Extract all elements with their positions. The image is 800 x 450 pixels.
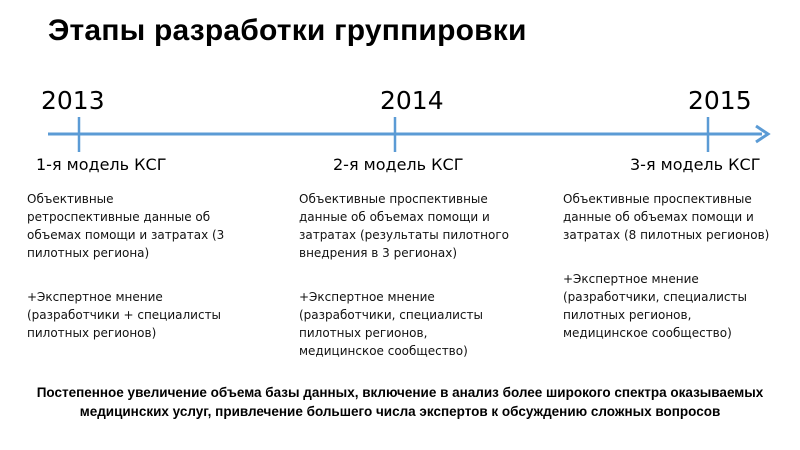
year-2014-label: 2014	[380, 86, 444, 115]
stage-2-expert-text: +Экспертное мнение (разработчики, специалисты пилотных регионов, медицинское сообщество)	[299, 290, 483, 358]
timeline-arrow	[0, 110, 800, 160]
slide-title: Этапы разработки группировки	[48, 14, 527, 47]
year-2015-label: 2015	[688, 86, 752, 115]
stage-1-expert-text: +Экспертное мнение (разработчики + специалисты пилотных регионов)	[27, 290, 222, 340]
conclusion-text: Постепенное увеличение объема базы данных, включение в анализ более широкого спектра оказываемых медицинских услуг, привлечение большего числа экспертов к обсуждению сложных вопросов	[36, 385, 764, 419]
stage-3-data-text: Объективные проспективные данные об объемах помощи и затратах (8 пилотных регионов)	[563, 192, 770, 242]
stage-3-expert-text: +Экспертное мнение (разработчики, специалисты пилотных регионов, медицинское сообщество)	[563, 272, 747, 340]
model-1-label: 1-я модель КСГ	[36, 155, 167, 174]
stage-1-data-text: Объективные ретроспективные данные об объемах помощи и затратах (3 пилотных региона)	[27, 192, 225, 260]
year-2013-label: 2013	[41, 86, 105, 115]
model-3-label: 3-я модель КСГ	[630, 155, 761, 174]
stage-2-data-text: Объективные проспективные данные об объемах помощи и затратах (результаты пилотного внедрения в 3 регионах)	[299, 192, 509, 260]
model-2-label: 2-я модель КСГ	[333, 155, 464, 174]
